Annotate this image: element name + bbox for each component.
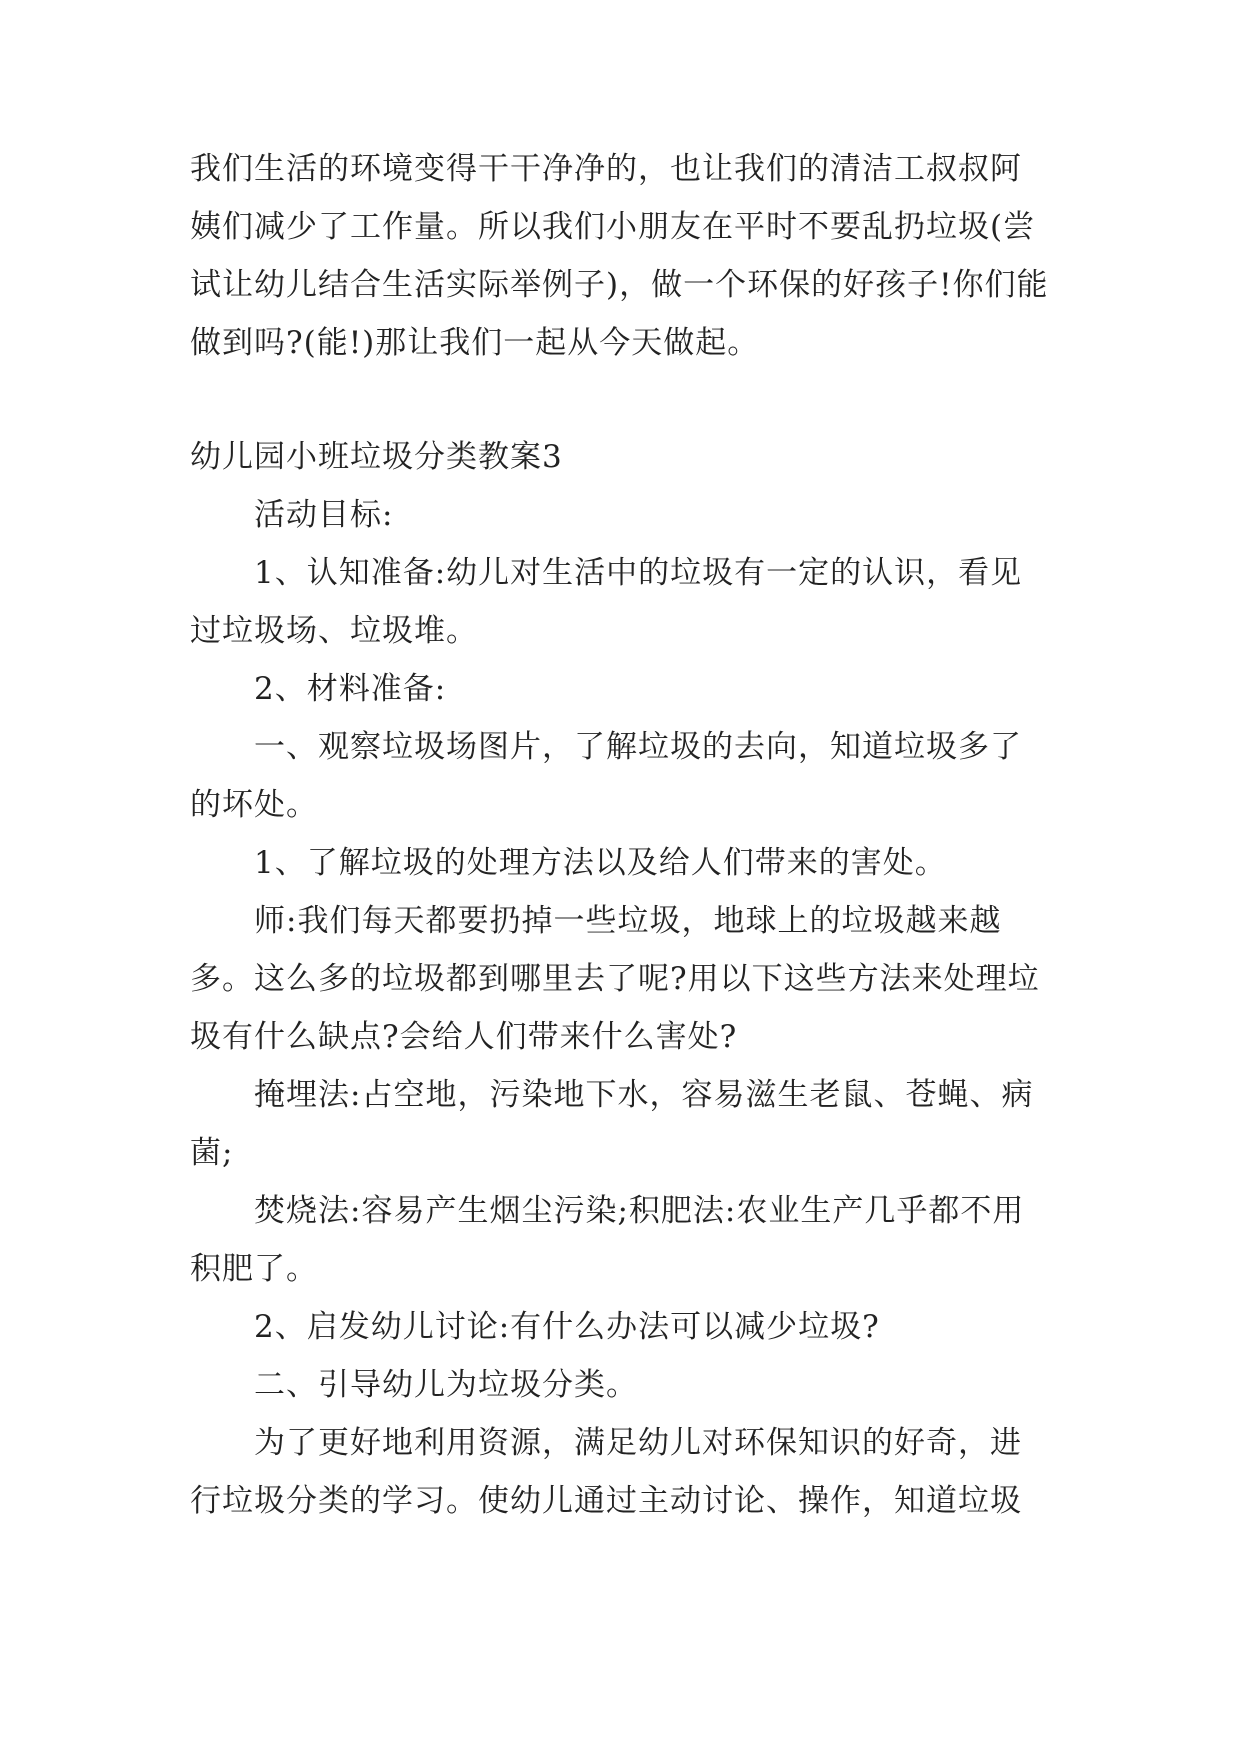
paragraph: 焚烧法:容易产生烟尘污染;积肥法:农业生产几乎都不用积肥了。	[190, 1193, 1025, 1287]
paragraph: 1、认知准备:幼儿对生活中的垃圾有一定的认识，看见过垃圾场、垃圾堆。	[190, 555, 1023, 649]
paragraph: 2、启发幼儿讨论:有什么办法可以减少垃圾?	[254, 1309, 880, 1345]
paragraph: 活动目标:	[254, 497, 394, 533]
section-heading: 幼儿园小班垃圾分类教案3	[190, 439, 563, 475]
paragraph: 1、了解垃圾的处理方法以及给人们带来的害处。	[254, 845, 947, 881]
paragraph: 师:我们每天都要扔掉一些垃圾，地球上的垃圾越来越多。这么多的垃圾都到哪里去了呢?用以下这些方法来处理垃圾有什么缺点?会给人们带来什么害处?	[190, 903, 1040, 1055]
paragraph: 为了更好地利用资源，满足幼儿对环保知识的好奇，进行垃圾分类的学习。使幼儿通过主动讨论、操作，知道垃圾	[190, 1425, 1022, 1519]
paragraph: 二、引导幼儿为垃圾分类。	[254, 1367, 638, 1403]
paragraph: 2、材料准备:	[254, 671, 447, 707]
paragraph: 一、观察垃圾场图片，了解垃圾的去向，知道垃圾多了的坏处。	[190, 729, 1022, 823]
document-body	[190, 140, 1050, 1530]
paragraph-continuation: 我们生活的环境变得干干净净的，也让我们的清洁工叔叔阿姨们减少了工作量。所以我们小朋友在平时不要乱扔垃圾(尝试让幼儿结合生活实际举例子)，做一个环保的好孩子!你们能做到吗?(能!)那让我们一起从今天做起。	[190, 151, 1049, 361]
paragraph: 掩埋法:占空地，污染地下水，容易滋生老鼠、苍蝇、病菌;	[190, 1077, 1034, 1171]
